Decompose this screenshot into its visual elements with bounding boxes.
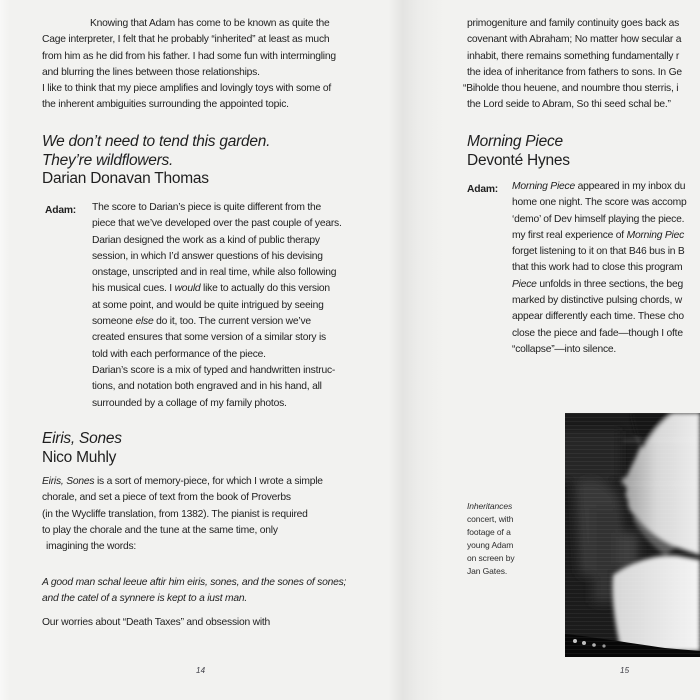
text-line: to play the chorale and the tune at the same time, only — [42, 524, 278, 536]
text-line: onstage, unscripted and in real time, while also following — [92, 267, 337, 279]
text-line: session, in which I’d answer questions of his devising — [92, 250, 323, 262]
intro-paragraph — [42, 16, 336, 114]
adam-commentary-darian — [92, 200, 342, 412]
speaker-label-adam: Adam: — [467, 184, 499, 195]
text-line: surrounded by a collage of my family photos. — [92, 397, 287, 409]
text-line: and the catel of a synnere is kept to a iust man. — [42, 592, 248, 604]
text-line: the inherent ambiguities surrounding the appointed topic. — [42, 99, 289, 111]
text-line: from him as he did from his father. I had some fun with intermingling — [42, 50, 336, 62]
page-left-edge-highlight — [0, 0, 10, 700]
text-line: covenant with Abraham; No matter how secular a — [467, 34, 682, 46]
text-line: Morning Piece appeared in my inbox du — [512, 181, 686, 192]
text-line: told with each performance of the piece. — [92, 348, 266, 360]
text-line: my first real experience of Morning Piec — [512, 229, 685, 241]
text-line: footage of a — [467, 527, 511, 537]
piece-author: Nico Muhly — [42, 448, 117, 466]
photo-illustration — [565, 413, 700, 657]
text-line: inhabit, there remains something fundamentally r — [467, 50, 680, 62]
text-line: Piece unfolds in three sections, the beg — [512, 278, 683, 290]
eiris-paragraph — [42, 474, 323, 555]
outro-paragraph — [42, 615, 270, 631]
text-line: chorale, and set a piece of text from the book of Proverbs — [42, 492, 291, 504]
text-line: I like to think that my piece amplifies and lovingly toys with some of — [42, 83, 332, 95]
text-line: They’re wildflowers. — [42, 151, 174, 169]
piece-author: Devonté Hynes — [467, 151, 570, 169]
text-line: Eiris, Sones — [42, 430, 122, 447]
text-line: ‘demo’ of Dev himself playing the piece. — [512, 213, 685, 225]
text-line: marked by distinctive pulsing chords, w — [512, 295, 682, 307]
text-line: appear differently each time. These cho — [512, 311, 684, 323]
text-line: The score to Darian’s piece is quite different from the — [92, 202, 322, 213]
text-line: the Lord seide to Abram, So thi seed schal be.” — [467, 99, 671, 111]
text-line: and blurring the lines between those relationships. — [42, 66, 260, 78]
text-line: Morning Piece — [467, 133, 563, 150]
text-line: “collapse”—into silence. — [512, 343, 617, 355]
text-line: Our worries about “Death Taxes” and obsession with — [42, 617, 271, 628]
text-line: We don’t need to tend this garden. — [42, 133, 271, 150]
text-line: home one night. The score was accomp — [512, 197, 687, 209]
text-line: young Adam — [467, 540, 514, 550]
continued-paragraph — [463, 16, 682, 114]
text-line: at some point, and would be quite intrigued by seeing — [92, 299, 324, 311]
speaker-label-adam: Adam: — [45, 205, 77, 216]
text-line: Inheritances — [467, 501, 513, 511]
text-line: Jan Gates. — [467, 566, 508, 576]
text-line: “Biholde thou heuene, and noumbre thou sterris, i — [463, 83, 679, 95]
piece-heading-eiris — [42, 430, 122, 467]
text-line: Knowing that Adam has come to be known as quite the — [90, 18, 330, 29]
text-line: piece that we’ve developed over the past couple of years. — [92, 218, 342, 230]
text-line: that this work had to close this program — [512, 262, 683, 274]
piece-heading-morning — [467, 133, 570, 170]
piece-title — [42, 430, 122, 449]
photo-caption — [467, 500, 514, 578]
page-number-right: 15 — [620, 666, 630, 675]
text-line: on screen by — [467, 553, 515, 563]
text-line: Eiris, Sones is a sort of memory-piece, for which I wrote a simple — [42, 476, 323, 487]
text-line: Darian designed the work as a kind of public therapy — [92, 234, 320, 246]
piece-author: Darian Donavan Thomas — [42, 170, 209, 187]
text-line: close the piece and fade—though I ofte — [512, 327, 683, 339]
text-line: tions, and notation both engraved and in his hand, all — [92, 381, 322, 393]
piece-title — [42, 133, 270, 170]
text-line: (in the Wycliffe translation, from 1382). The pianist is required — [42, 508, 308, 520]
page-number-left: 14 — [196, 666, 206, 675]
text-line: Darian’s score is a mix of typed and handwritten instruc- — [92, 364, 336, 376]
text-line: someone else do it, too. The current version we’ve — [92, 316, 311, 328]
proverbs-quote — [42, 575, 346, 606]
page-gutter-shadow — [388, 0, 444, 700]
piece-heading-wildflowers — [42, 133, 270, 189]
inheritances-photo — [565, 413, 700, 657]
text-line: his musical cues. I would like to actually do this version — [92, 283, 330, 295]
text-line: the idea of inheritance from fathers to sons. In Ge — [467, 66, 682, 78]
adam-commentary-morning — [512, 179, 686, 358]
text-line: created ensures that some version of a similar story is — [92, 332, 326, 344]
text-line: Cage interpreter, I felt that he probably “inherited” at least as much — [42, 34, 330, 46]
text-line: imagining the words: — [46, 541, 137, 553]
piece-title — [467, 133, 570, 152]
text-line: primogeniture and family continuity goes back as — [467, 18, 680, 29]
text-line: concert, with — [467, 514, 514, 524]
text-line: A good man schal leeue aftir him eiris, sones, and the sones of sones; — [42, 577, 347, 588]
text-line: forget listening to it on that B46 bus in B — [512, 246, 685, 258]
